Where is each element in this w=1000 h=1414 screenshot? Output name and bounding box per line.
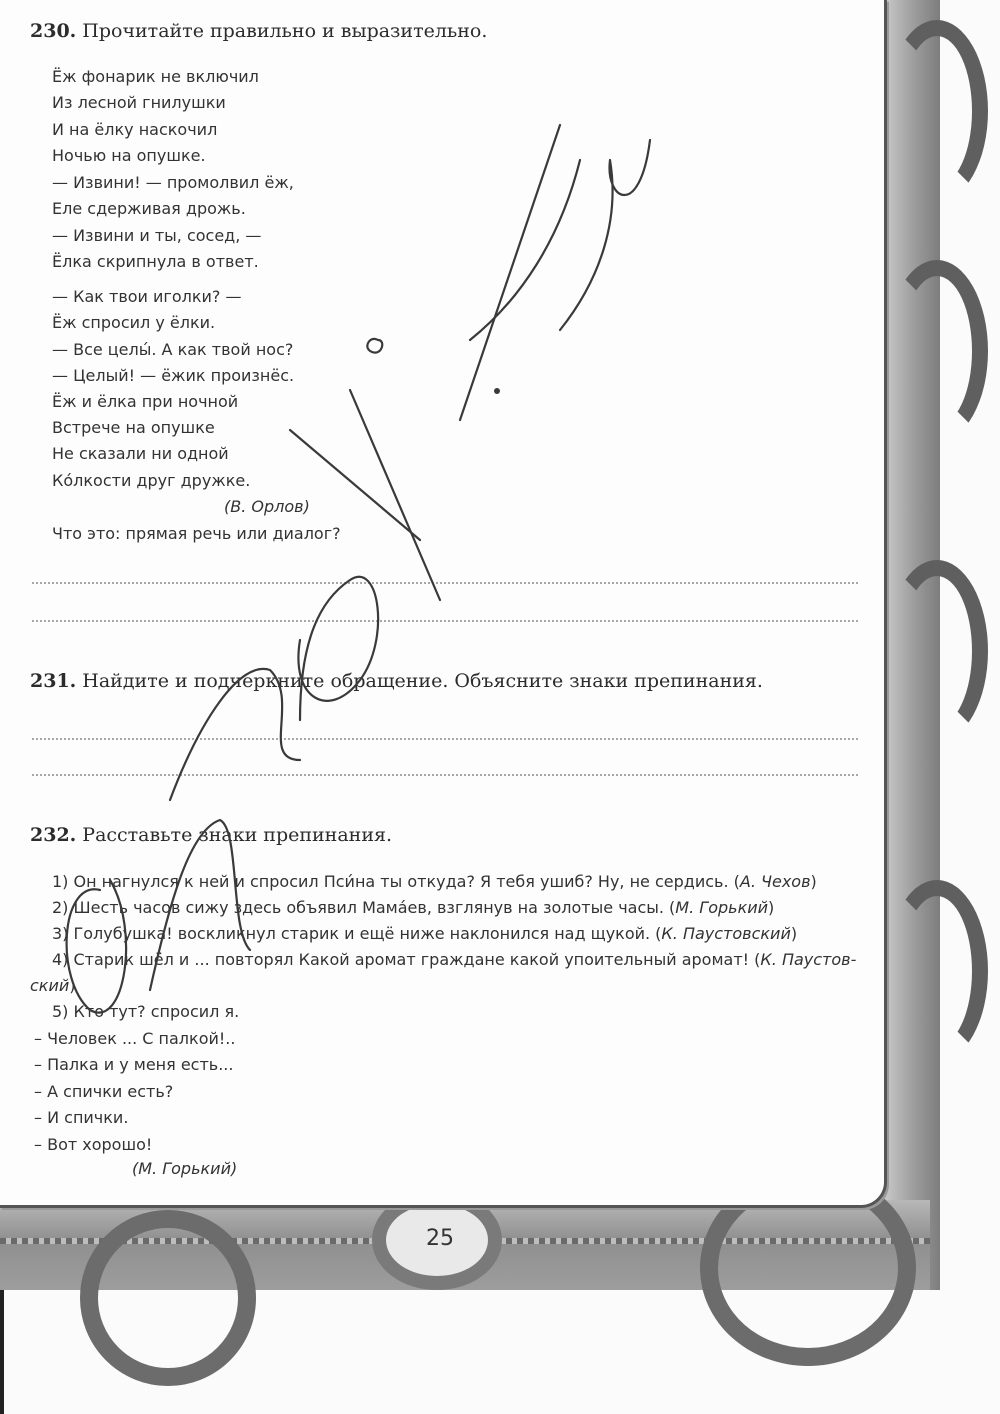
task-title: Расставьте знаки препинания. [82, 824, 393, 846]
exercise-item [52, 950, 856, 969]
task-230-heading [30, 20, 487, 42]
poem-line: Ёж фонарик не включил [52, 67, 259, 86]
dialogue-line: – А спички есть? [34, 1081, 174, 1101]
poem-line: Встрече на опушке [52, 418, 215, 437]
exercise-source: А. Чехов [739, 872, 811, 891]
poem-line: Ёж и ёлка при ночной [52, 392, 239, 411]
exercise-text: 2) Шесть часов сижу здесь объявил Мама́ев, взглянув на золотые часы. ( [52, 898, 676, 917]
poem-line: — Как твои иголки? — [52, 287, 242, 306]
dialogue-line: – Человек ... С палкой!.. [34, 1028, 236, 1048]
task-title: Найдите и подчеркните обращение. Объясните знаки препинания. [82, 670, 763, 692]
poem-line: Из лесной гнилушки [52, 93, 226, 112]
exercise-text: 4) Старик шёл и ... повторял Какой аромат граждане какой упоительный аромат! ( [52, 950, 761, 969]
task-231-heading [30, 670, 763, 692]
poem-line: Еле сдерживая дрожь. [52, 199, 246, 218]
decorative-band-right [880, 0, 940, 1290]
exercise-text: 1) Он нагнулся к ней и спросил Пси́на ты откуда? Я тебя ушиб? Ну, не сердись. ( [52, 872, 740, 891]
poem-line: — Целый! — ёжик произнёс. [52, 366, 295, 385]
poem-line: — Извини! — промолвил ёж, [52, 173, 294, 192]
poem-line: Ёлка скрипнула в ответ. [52, 252, 259, 271]
dialogue-line: – Вот хорошо! [34, 1134, 153, 1154]
exercise-text: 3) Голубушка! воскликнул старик и ещё ниже наклонился над щукой. ( [52, 924, 662, 943]
poem-line: Ёж спросил у ёлки. [52, 313, 216, 332]
task-230-question: Что это: прямая речь или диалог? [52, 524, 341, 543]
scan-edge [0, 1290, 4, 1414]
decorative-arc [886, 260, 988, 442]
task-232-heading [30, 824, 392, 846]
exercise-end: ) [768, 898, 775, 917]
decorative-ring [80, 1210, 256, 1386]
answer-line[interactable] [32, 582, 858, 584]
page-number: 25 [426, 1226, 454, 1251]
exercise-item [52, 898, 774, 917]
exercise-item [52, 872, 817, 891]
exercise-end: ) [810, 872, 817, 891]
exercise-item [52, 924, 797, 943]
poem-line: — Все целы́. А как твой нос? [52, 340, 294, 359]
dialogue-line: – И спички. [34, 1108, 129, 1127]
poem-line: — Извини и ты, сосед, — [52, 226, 262, 245]
decorative-arc [886, 560, 988, 742]
exercise-source: К. Паустовский [661, 924, 791, 943]
answer-line[interactable] [32, 738, 858, 740]
decorative-arc [886, 880, 988, 1062]
decorative-arc [886, 20, 988, 202]
task-number: 231. [30, 670, 77, 692]
exercise-end: ) [69, 976, 76, 995]
poem-line: Ночью на опушке. [52, 146, 206, 165]
answer-line[interactable] [32, 620, 858, 622]
exercise-source: М. Горький [675, 898, 769, 917]
answer-line[interactable] [32, 774, 858, 776]
dialogue-line: – Палка и у меня есть... [34, 1055, 234, 1074]
task-title: Прочитайте правильно и выразительно. [82, 20, 488, 42]
exercise-item-continuation [30, 976, 76, 995]
task-number: 232. [30, 824, 77, 846]
task-number: 230. [30, 20, 77, 42]
exercise-end: ) [790, 924, 798, 943]
poem-line: И на ёлку наскочил [52, 120, 218, 139]
poem-author: (В. Орлов) [224, 497, 310, 516]
dialogue-author: (М. Горький) [132, 1159, 238, 1178]
poem-line: Ко́лкости друг дружке. [52, 471, 251, 490]
poem-line: Не сказали ни одной [52, 444, 229, 463]
exercise-source: К. Паустов- [760, 950, 857, 969]
exercise-source: ский [30, 976, 70, 995]
dialogue-line: 5) Кто тут? спросил я. [52, 1002, 240, 1021]
